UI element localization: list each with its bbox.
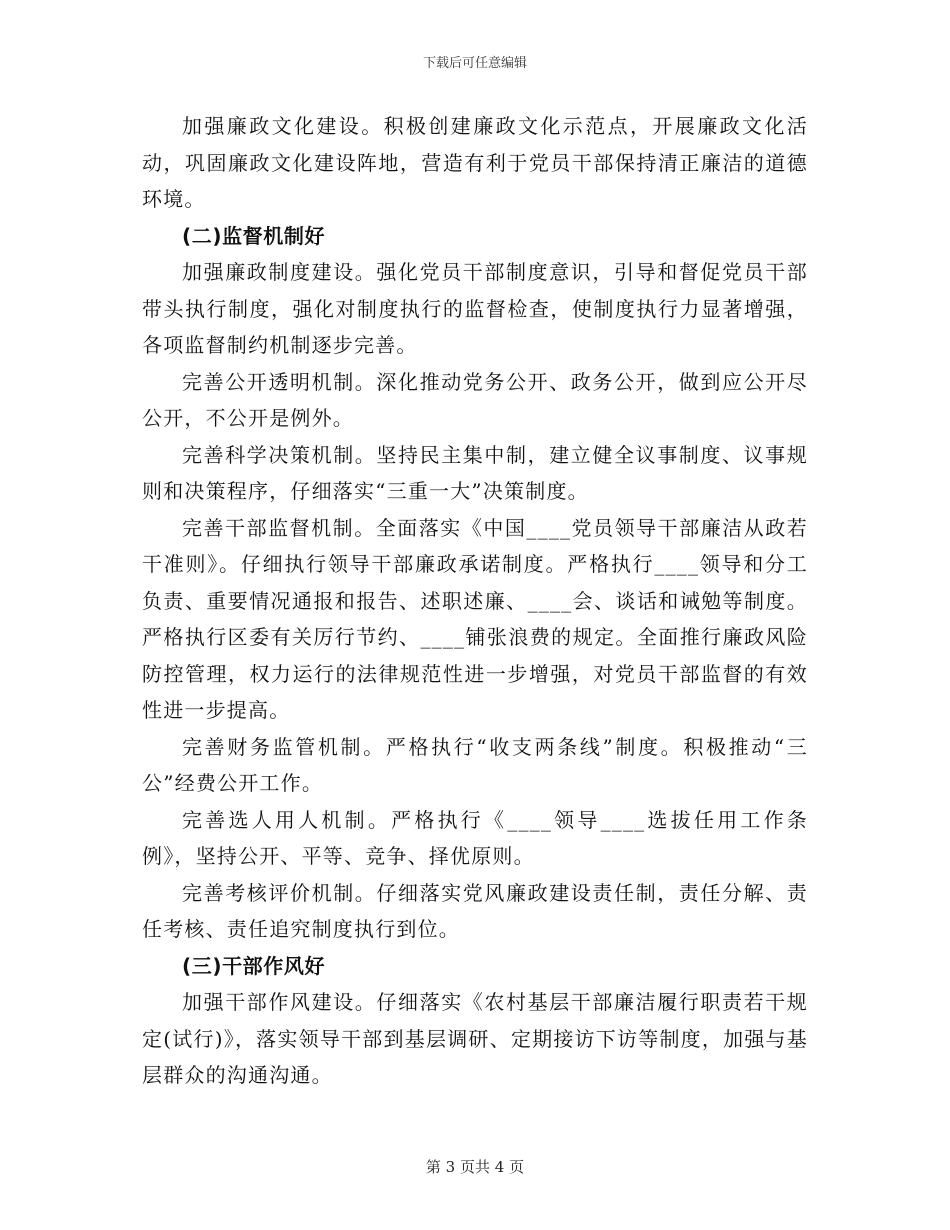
document-body	[142, 108, 808, 1094]
paragraph-decision-making: 完善科学决策机制。坚持民主集中制，建立健全议事制度、议事规则和决策程序，仔细落实“三重一大”决策制度。	[142, 442, 808, 503]
section-heading-work-style: (三)干部作风好	[182, 953, 326, 978]
paragraph-financial-oversight: 完善财务监管机制。严格执行“收支两条线”制度。积极推动“三公”经费公开工作。	[142, 734, 808, 795]
paragraph-transparency: 完善公开透明机制。深化推动党务公开、政务公开，做到应公开尽公开，不公开是例外。	[142, 369, 808, 430]
paragraph-evaluation: 完善考核评价机制。仔细落实党风廉政建设责任制，责任分解、责任考核、责任追究制度执行到位。	[142, 880, 808, 941]
paragraph-system-building: 加强廉政制度建设。强化党员干部制度意识，引导和督促党员干部带头执行制度，强化对制度执行的监督检查，使制度执行力显著增强，各项监督制约机制逐步完善。	[142, 260, 808, 357]
page-number: 第 3 页共 4 页	[425, 1158, 525, 1176]
paragraph-cadre-supervision: 完善干部监督机制。全面落实《中国____党员领导干部廉洁从政若干准则》。仔细执行领导干部廉政承诺制度。严格执行____领导和分工负责、重要情况通报和报告、述职述廉、____会、谈话和诫勉等制度。严格执行区委有关厉行节约、____铺张浪费的规定。全面推行廉政风险防控管理，权力运行的法律规范性进一步增强，对党员干部监督的有效性进一步提高。	[142, 515, 808, 722]
paragraph-work-style: 加强干部作风建设。仔细落实《农村基层干部廉洁履行职责若干规定(试行)》，落实领导干部到基层调研、定期接访下访等制度，加强与基层群众的沟通沟通。	[142, 990, 808, 1087]
paragraph-personnel-selection: 完善选人用人机制。严格执行《____领导____选拔任用工作条例》，坚持公开、平等、竞争、择优原则。	[142, 807, 808, 868]
section-heading-supervision: (二)监督机制好	[182, 223, 326, 248]
paragraph-culture-building: 加强廉政文化建设。积极创建廉政文化示范点，开展廉政文化活动，巩固廉政文化建设阵地，营造有利于党员干部保持清正廉洁的道德环境。	[142, 114, 808, 211]
page-header: 下载后可任意编辑	[422, 56, 527, 71]
